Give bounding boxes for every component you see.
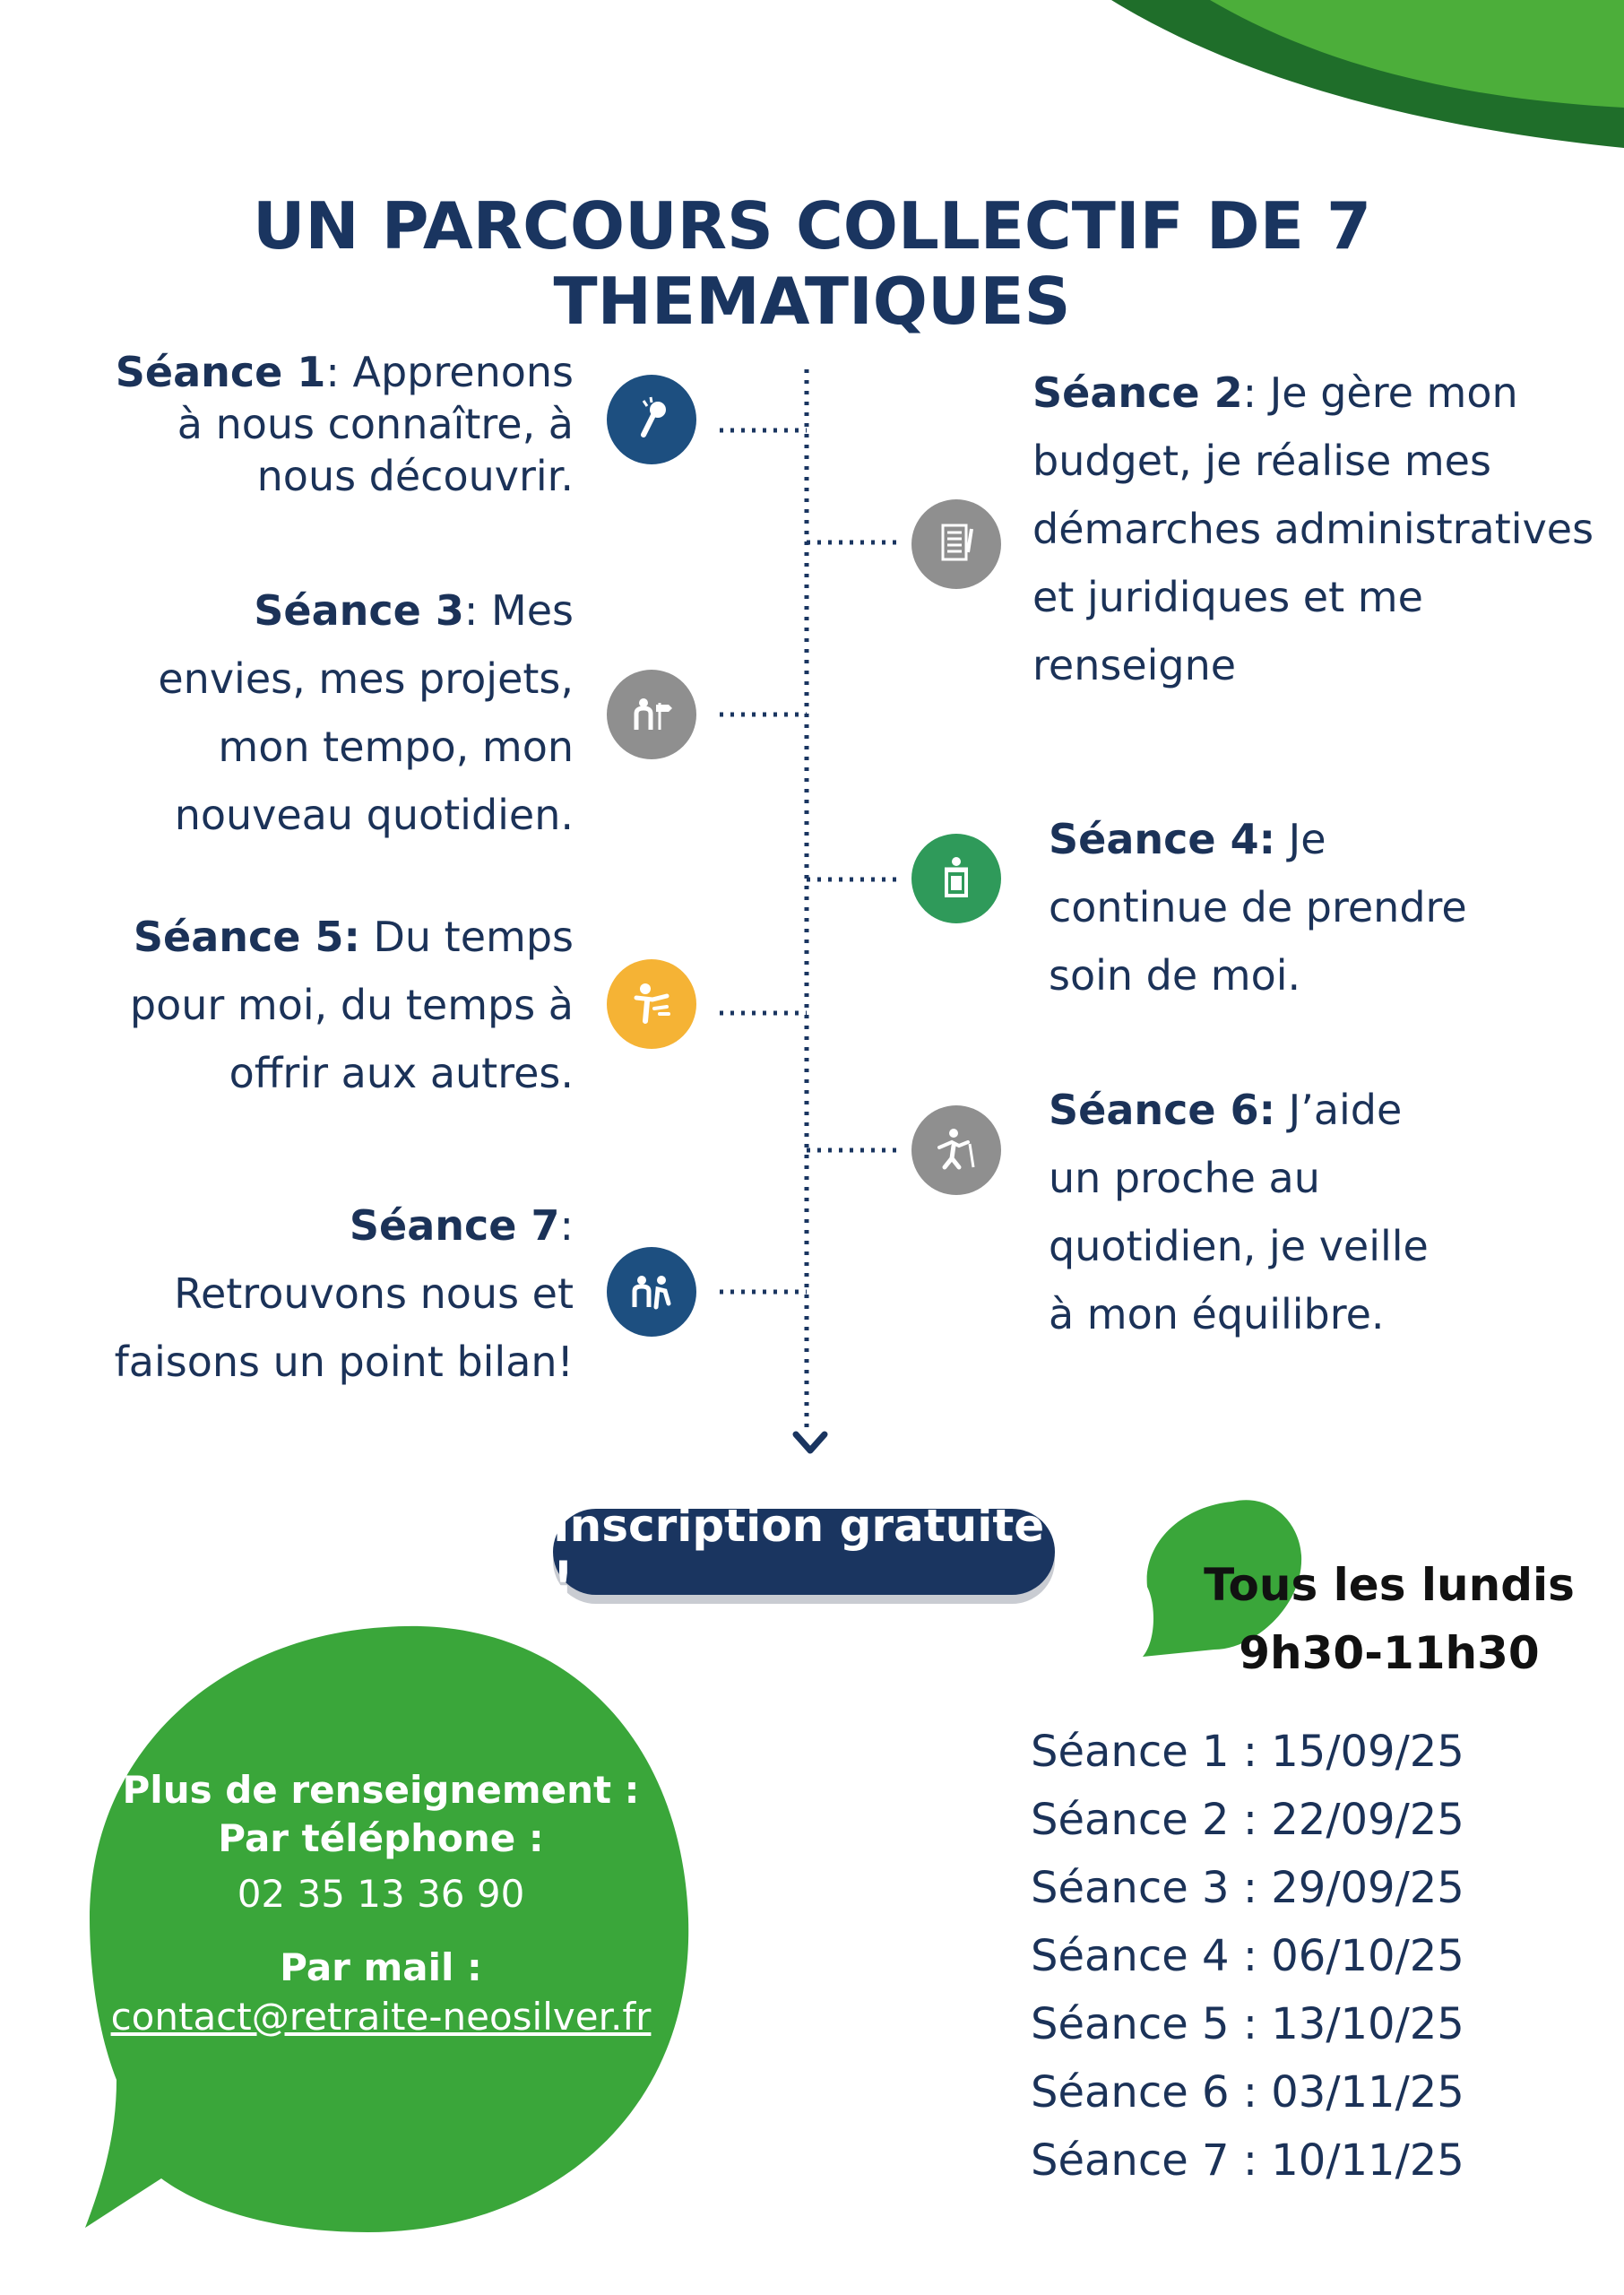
session-dates-list — [1031, 1718, 1464, 2195]
schedule-days: Tous les lundis — [1204, 1559, 1575, 1611]
date-item: Séance 5 : 13/10/25 — [1031, 1999, 1464, 2049]
mail-heading: Par mail : — [280, 1945, 482, 1989]
free-signup-badge: Inscription gratuite ! — [553, 1509, 1055, 1595]
document-icon — [911, 499, 1001, 589]
session-7: Séance 7: Retrouvons nous et faisons un point bilan! — [114, 1201, 574, 1386]
group-review-icon — [607, 1247, 696, 1337]
timeline-arrow-icon — [796, 1434, 825, 1451]
session-6: Séance 6: J’aide un proche au quotidien, je veille à mon équilibre. — [1049, 1086, 1429, 1338]
session-label: Séance 2 — [1032, 368, 1243, 417]
session-label: Séance 5: — [133, 913, 360, 961]
date-item: Séance 3 : 29/09/25 — [1031, 1863, 1464, 1913]
session-2: Séance 2: Je gère mon budget, je réalise mes démarches administratives et juridiques et me renseigne — [1032, 368, 1594, 689]
session-3: Séance 3: Mes envies, mes projets, mon tempo, mon nouveau quotidien. — [158, 586, 574, 839]
session-label: Séance 6: — [1049, 1086, 1275, 1134]
page-title: UN PARCOURS COLLECTIF DE 7 THEMATIQUES — [252, 188, 1372, 339]
timeline-dotted-lines — [720, 369, 898, 1433]
session-5: Séance 5: Du temps pour moi, du temps à offrir aux autres. — [129, 913, 574, 1097]
session-label: Séance 1 — [115, 348, 326, 396]
microphone-icon — [607, 375, 696, 464]
helping-person-icon — [911, 1105, 1001, 1195]
session-label: Séance 3 — [254, 586, 464, 635]
contact-info — [90, 1766, 672, 2042]
giving-person-icon — [607, 959, 696, 1049]
phone-number[interactable]: 02 35 13 36 90 — [237, 1872, 525, 1916]
session-1: Séance 1: Apprenons à nous connaître, à nous découvrir. — [115, 348, 574, 500]
date-item: Séance 7 : 10/11/25 — [1031, 2135, 1464, 2186]
schedule-hours: 9h30-11h30 — [1239, 1627, 1540, 1679]
date-item: Séance 1 : 15/09/25 — [1031, 1727, 1464, 1777]
date-item: Séance 2 : 22/09/25 — [1031, 1795, 1464, 1845]
date-item: Séance 6 : 03/11/25 — [1031, 2067, 1464, 2117]
schedule-info — [1201, 1551, 1577, 1687]
date-item: Séance 4 : 06/10/25 — [1031, 1931, 1464, 1981]
contact-heading: Plus de renseignement : — [122, 1768, 640, 1812]
session-4: Séance 4: Je continue de prendre soin de moi. — [1049, 815, 1467, 1000]
email-link[interactable]: contact@retraite-neosilver.fr — [110, 1995, 652, 2039]
session-label: Séance 4: — [1049, 815, 1275, 863]
self-care-icon — [911, 834, 1001, 923]
signpost-person-icon — [607, 670, 696, 759]
session-label: Séance 7 — [349, 1201, 560, 1250]
phone-heading: Par téléphone : — [218, 1816, 544, 1860]
